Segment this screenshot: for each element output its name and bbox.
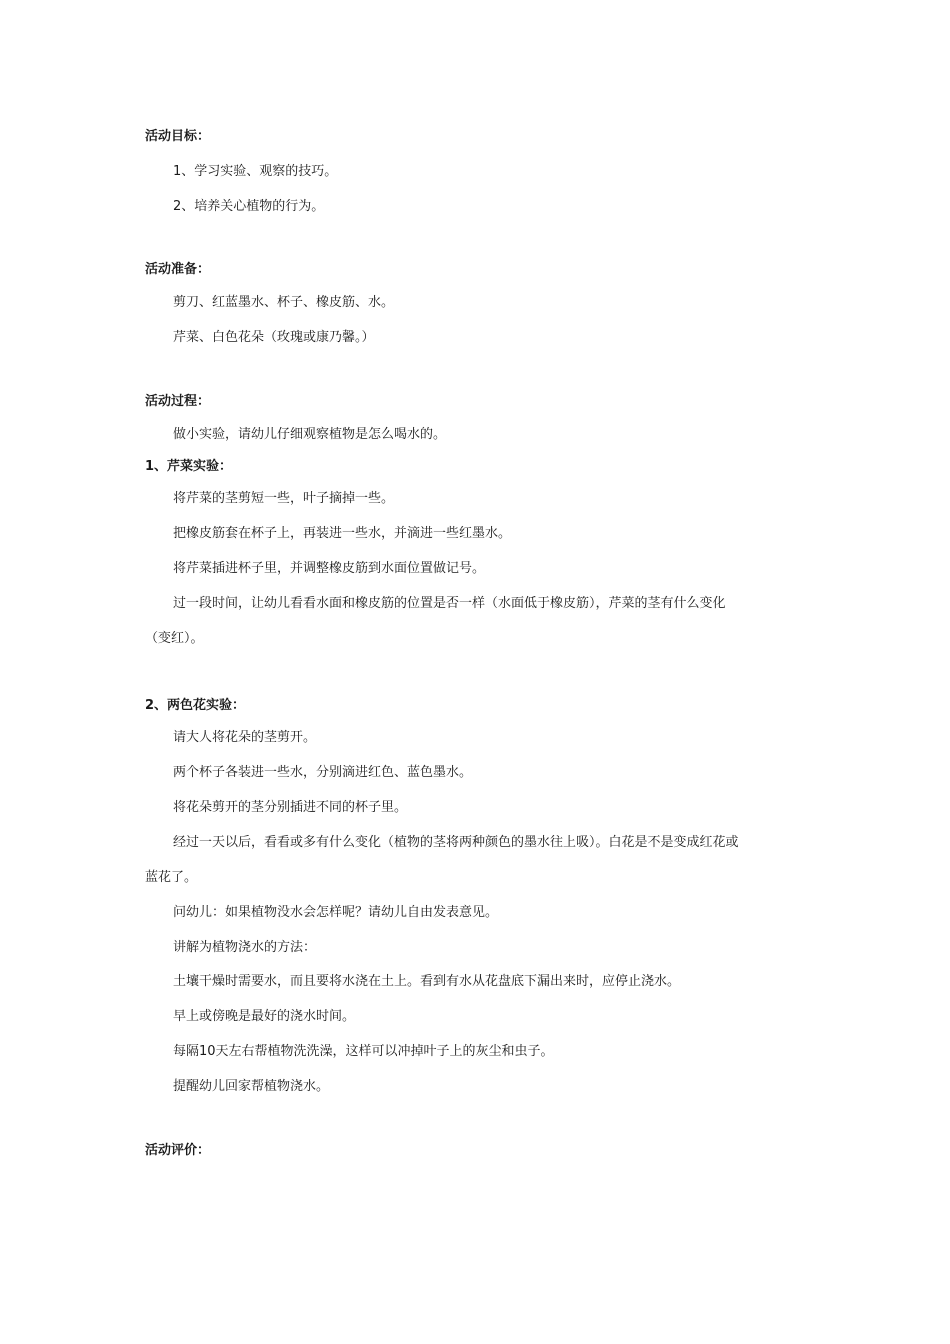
exp1-heading: 1、芹菜实验：	[145, 459, 233, 474]
watering-item-2: 早上或傍晚是最好的浇水时间。	[173, 1009, 356, 1024]
goal-item-1: 1、学习实验、观察的技巧。	[173, 164, 338, 179]
exp1-step-1: 将芹菜的茎剪短一些，叶子摘掉一些。	[173, 491, 395, 506]
evaluation-heading: 活动评价：	[145, 1143, 211, 1158]
exp2-step-4: 经过一天以后，看看或多有什么变化（植物的茎将两种颜色的墨水往上吸）。白花是不是变成红花或	[173, 835, 739, 850]
exp1-step-3: 将芹菜插进杯子里，并调整橡皮筋到水面位置做记号。	[173, 561, 486, 576]
prep-heading: 活动准备：	[145, 262, 211, 277]
watering-item-1: 土壤干燥时需要水，而且要将水浇在土上。看到有水从花盘底下漏出来时，应停止浇水。	[173, 974, 681, 989]
prep-item-2: 芹菜、白色花朵（玫瑰或康乃馨。）	[173, 330, 375, 345]
exp2-step-2: 两个杯子各装进一些水，分别滴进红色、蓝色墨水。	[173, 765, 473, 780]
watering-item-3: 每隔10天左右帮植物洗洗澡，这样可以冲掉叶子上的灰尘和虫子。	[173, 1044, 554, 1059]
exp2-step-1: 请大人将花朵的茎剪开。	[173, 730, 317, 745]
exp2-step-3: 将花朵剪开的茎分别插进不同的杯子里。	[173, 800, 408, 815]
process-intro: 做小实验，请幼儿仔细观察植物是怎么喝水的。	[173, 427, 447, 442]
exp1-step-4: 过一段时间，让幼儿看看水面和橡皮筋的位置是否一样（水面低于橡皮筋），芹菜的茎有什么变化	[173, 596, 726, 611]
exp2-step-4-continued: 蓝花了。	[145, 870, 198, 885]
goals-heading: 活动目标：	[145, 129, 211, 144]
prep-item-1: 剪刀、红蓝墨水、杯子、橡皮筋、水。	[173, 295, 395, 310]
process-heading: 活动过程：	[145, 394, 211, 409]
goal-item-2: 2、培养关心植物的行为。	[173, 199, 325, 214]
watering-title: 讲解为植物浇水的方法：	[173, 940, 317, 955]
watering-item-4: 提醒幼儿回家帮植物浇水。	[173, 1079, 330, 1094]
exp1-step-2: 把橡皮筋套在杯子上，再装进一些水，并滴进一些红墨水。	[173, 526, 512, 541]
exp2-question: 问幼儿：如果植物没水会怎样呢？请幼儿自由发表意见。	[173, 905, 499, 920]
exp2-heading: 2、两色花实验：	[145, 698, 246, 713]
exp1-step-4-continued: （变红）。	[145, 631, 204, 646]
